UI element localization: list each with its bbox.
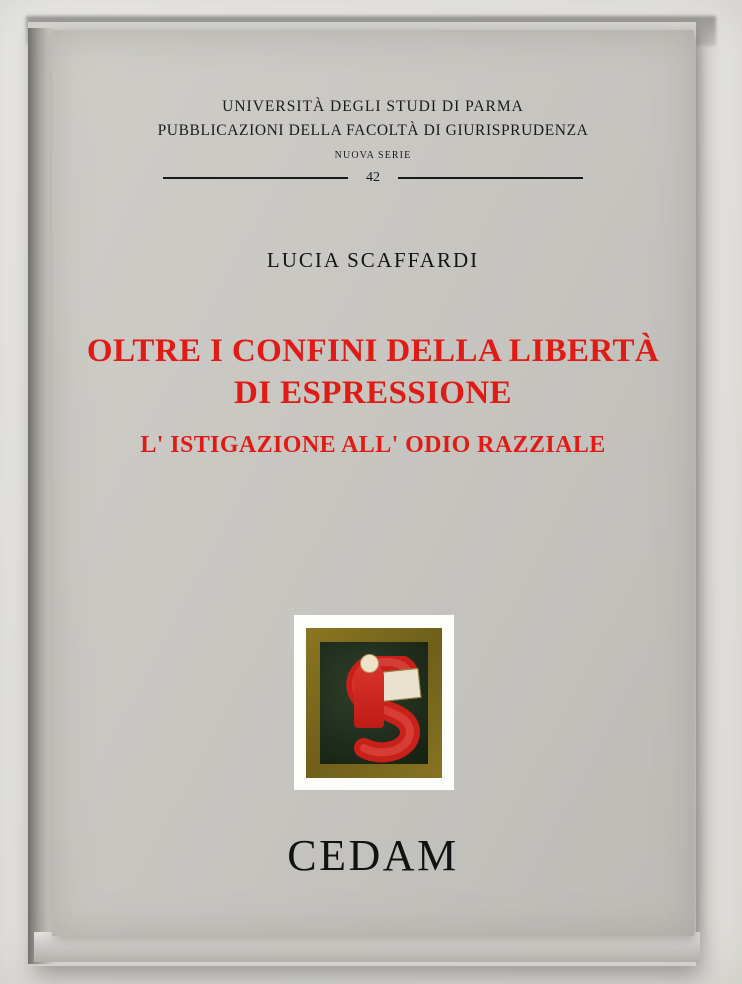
title-line-1: OLTRE I CONFINI DELLA LIBERTÀ xyxy=(86,333,660,369)
illuminated-initial-s-logo xyxy=(294,615,454,790)
logo-gold-frame xyxy=(306,628,442,778)
publisher-name: CEDAM xyxy=(287,831,459,880)
faculty-name: PUBBLICAZIONI DELLA FACOLTÀ DI GIURISPRUDENZA xyxy=(157,122,589,139)
logo-scholar-head xyxy=(360,654,379,673)
book-front-cover xyxy=(52,30,694,936)
title-line-2: DI ESPRESSIONE xyxy=(234,375,512,412)
rule-right xyxy=(398,177,583,179)
author-name: LUCIA SCAFFARDI xyxy=(266,248,480,272)
title-subtitle: L' ISTIGAZIONE ALL' ODIO RAZZIALE xyxy=(140,432,606,459)
series-name: NUOVA SERIE xyxy=(334,150,412,161)
book-spine-edge xyxy=(28,28,54,964)
logo-scholar-figure xyxy=(354,664,384,728)
title-block xyxy=(52,330,694,459)
series-number: 42 xyxy=(366,170,380,185)
series-number-row xyxy=(52,170,694,206)
rule-left xyxy=(163,177,348,179)
institution-name: UNIVERSITÀ DEGLI STUDI DI PARMA xyxy=(222,98,524,115)
series-header xyxy=(52,98,694,161)
cover-content xyxy=(52,30,694,936)
book-page-edges xyxy=(34,932,700,962)
logo-inner-panel xyxy=(320,642,428,764)
